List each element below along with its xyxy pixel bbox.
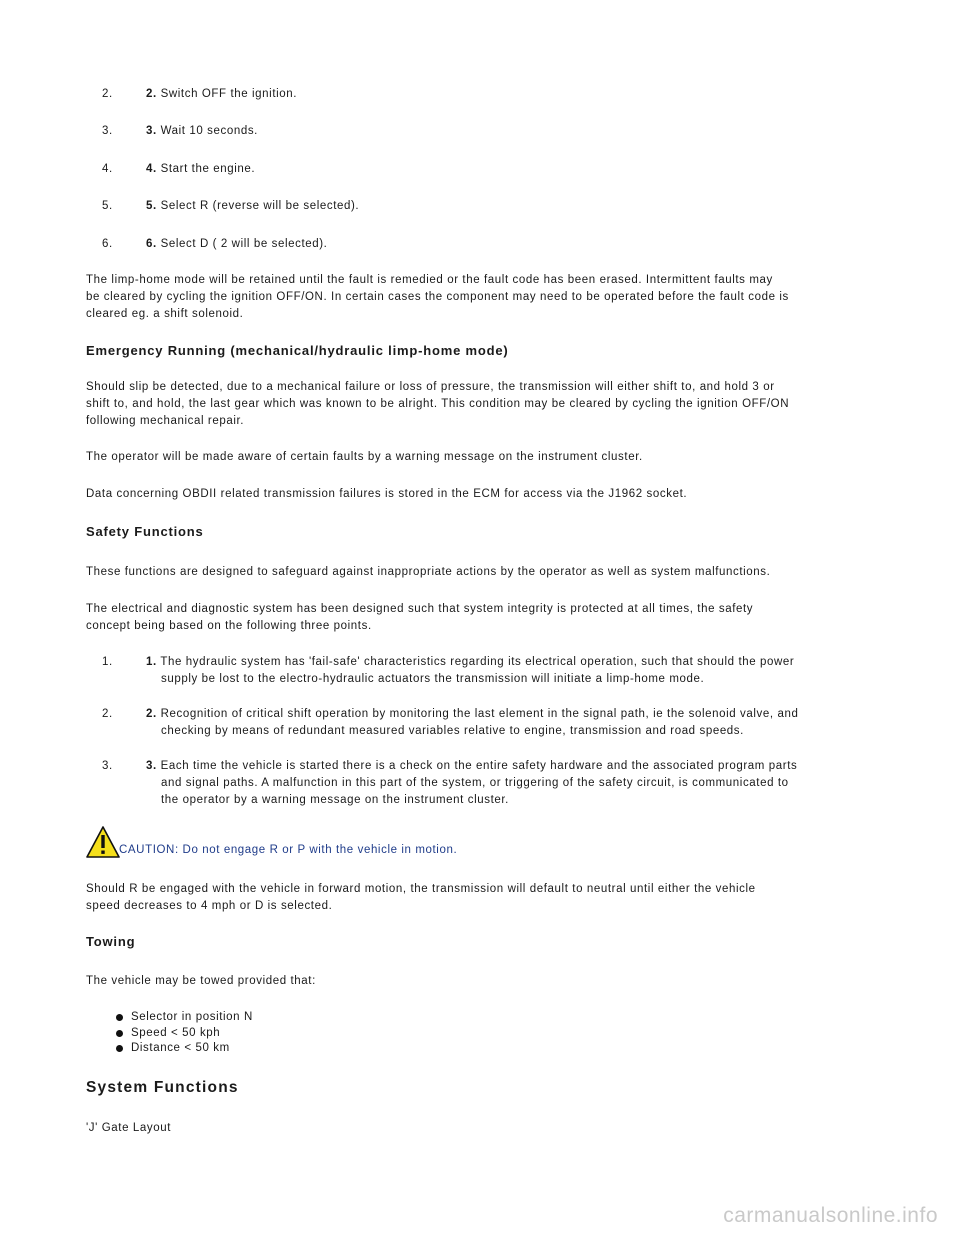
list-item [116,1041,253,1057]
paragraph-obdii: Data concerning OBDII related transmission failures is stored in the ECM for access via the J1962 socket. [86,488,688,500]
step-item [102,161,872,178]
caution-notice [86,826,686,860]
point-bold-number: 1. [146,656,157,668]
step-bold-number: 4. [146,163,157,175]
heading-safety-functions: Safety Functions [86,524,204,539]
text-line: The electrical and diagnostic system has been designed such that system integrity is protected at all times, the safety [86,603,754,615]
step-item [102,198,872,215]
heading-emergency-running: Emergency Running (mechanical/hydraulic limp-home mode) [86,343,509,358]
step-number: 5. [102,200,113,212]
point-number: 2. [102,708,113,720]
text-line: cleared eg. a shift solenoid. [86,308,244,320]
list-item-text: Selector in position N [131,1011,253,1023]
point-bold-number: 3. [146,760,157,772]
text-line: following mechanical repair. [86,415,245,427]
step-text: Switch OFF the ignition. [160,88,298,100]
text-line: speed decreases to 4 mph or D is selected. [86,900,333,912]
point-number: 3. [102,760,113,772]
list-item-text: Distance < 50 km [131,1042,230,1054]
paragraph-limp-home [86,272,876,323]
paragraph-electrical [86,601,876,635]
towing-conditions-list [116,1010,253,1057]
point-text: checking by means of redundant measured variables relative to engine, transmission and road speeds. [161,725,744,737]
paragraph-safeguard: These functions are designed to safeguard against inappropriate actions by the operator as well as system malfunctions. [86,566,771,578]
step-bold-number: 2. [146,88,157,100]
list-item-text: Speed < 50 kph [131,1026,221,1039]
bullet-icon [116,1045,123,1052]
paragraph-operator: The operator will be made aware of certain faults by a warning message on the instrument cluster. [86,451,643,463]
step-bold-number: 6. [146,238,157,250]
text-line: be cleared by cycling the ignition OFF/ON. In certain cases the component may need to be operated before the fault code is [86,291,789,303]
step-item [102,236,872,253]
caution-text: CAUTION: Do not engage R or P with the vehicle in motion. [119,844,458,856]
text-line: Should R be engaged with the vehicle in forward motion, the transmission will default to neutral until either the vehicle [86,883,756,895]
point-text: The hydraulic system has 'fail-safe' characteristics regarding its electrical operation, such that should the power [160,656,795,668]
step-text: Start the engine. [160,163,256,175]
safety-point [102,758,872,809]
bullet-icon [116,1030,123,1037]
step-item [102,86,872,103]
step-number: 2. [102,88,113,100]
heading-system-functions: System Functions [86,1079,239,1096]
step-bold-number: 5. [146,200,157,212]
paragraph-jgate-layout: 'J' Gate Layout [86,1122,171,1134]
point-text: the operator by a warning message on the instrument cluster. [161,794,509,806]
warning-triangle-icon [86,826,120,858]
step-text: Wait 10 seconds. [160,125,258,137]
step-number: 3. [102,125,113,137]
paragraph-slip [86,379,876,430]
text-line: Should slip be detected, due to a mechanical failure or loss of pressure, the transmission will either shift to, and hold 3 or [86,381,775,393]
text-line: shift to, and hold, the last gear which was known to be alright. This condition may be cleared by cycling the ignition OFF/ON [86,398,790,410]
step-number: 6. [102,238,113,250]
paragraph-towed: The vehicle may be towed provided that: [86,975,316,987]
list-item [116,1010,253,1026]
step-text: Select D ( 2 will be selected). [160,238,328,250]
point-text: supply be lost to the electro-hydraulic actuators the transmission will initiate a limp-home mode. [161,673,705,685]
step-number: 4. [102,163,113,175]
paragraph-forward-motion [86,881,876,915]
step-text: Select R (reverse will be selected). [160,200,360,212]
point-text: Each time the vehicle is started there is a check on the entire safety hardware and the associated program parts [160,760,798,772]
list-item [116,1026,253,1042]
text-line: The limp-home mode will be retained until the fault is remedied or the fault code has been erased. Intermittent faults may [86,274,773,286]
step-item [102,123,872,140]
point-number: 1. [102,656,113,668]
watermark: carmanualsonline.info [723,1204,938,1227]
heading-towing: Towing [86,934,136,949]
bullet-icon [116,1014,123,1021]
safety-point [102,706,872,740]
point-bold-number: 2. [146,708,157,720]
text-line: concept being based on the following three points. [86,620,372,632]
safety-point [102,654,872,688]
step-bold-number: 3. [146,125,157,137]
point-text: and signal paths. A malfunction in this part of the system, or triggering of the safety circuit, is communicated to [161,777,789,789]
point-text: Recognition of critical shift operation by monitoring the last element in the signal path, ie the solenoid valve, and [160,708,799,720]
